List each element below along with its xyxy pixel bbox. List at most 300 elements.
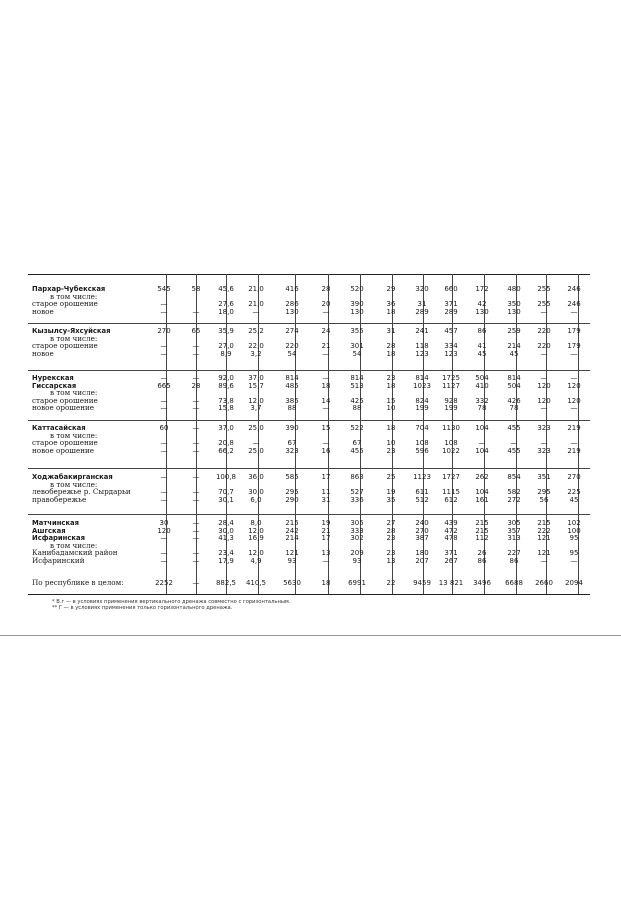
table-cell: 35,9 — [218, 327, 234, 335]
table-cell: 385 — [285, 396, 299, 405]
table-cell: 65 — [191, 327, 201, 335]
table-cell: 37,0 — [248, 374, 264, 382]
subtotal-caption: в том числе: — [50, 388, 98, 398]
table-cell: 24 — [321, 327, 331, 335]
table-cell: 19 — [386, 488, 396, 497]
table-cell: 295 — [537, 488, 551, 497]
table-cell: — — [322, 307, 330, 316]
table-cell: — — [510, 439, 518, 448]
table-cell: 20,8 — [218, 439, 234, 448]
total-cell: 3496 — [473, 579, 491, 587]
table-cell: 814 — [507, 374, 521, 382]
region-label: Кызылсу-Яхсуйская — [32, 327, 111, 335]
table-cell: 289 — [444, 307, 458, 316]
table-cell: 390 — [350, 300, 364, 309]
table-cell: 121 — [537, 534, 551, 543]
table-cell: — — [252, 439, 260, 448]
table-cell: 41 — [477, 342, 487, 351]
table-cell: — — [540, 349, 548, 358]
table-cell: 1127 — [442, 381, 460, 390]
table-cell: 660 — [444, 285, 458, 293]
table-cell: 30,1 — [218, 495, 234, 504]
table-cell: 28 — [191, 381, 201, 390]
table-cell: 18 — [386, 381, 396, 390]
table-cell: 56 — [539, 495, 549, 504]
table-cell: 814 — [285, 374, 299, 382]
table-cell: 814 — [350, 374, 364, 382]
total-cell: 882,5 — [215, 579, 237, 587]
table-cell: 130 — [285, 307, 299, 316]
table-cell: 665 — [157, 381, 171, 390]
total-cell: 2660 — [535, 579, 553, 587]
table-cell: — — [540, 439, 548, 448]
table-cell: 207 — [415, 556, 429, 565]
table-cell: 246 — [567, 300, 581, 309]
table-cell: 1725 — [442, 374, 460, 382]
table-cell: 104 — [475, 424, 489, 432]
table-cell: 88 — [287, 404, 297, 413]
table-row — [28, 405, 590, 413]
table-cell: 612 — [444, 495, 458, 504]
table-cell: — — [192, 396, 200, 405]
footnotes — [52, 599, 291, 612]
table-cell: 27,0 — [218, 342, 234, 351]
table-cell: 120 — [567, 396, 581, 405]
table-cell: 1023 — [413, 381, 431, 390]
table-cell: 220 — [285, 342, 299, 351]
table-cell: — — [160, 488, 168, 497]
table-cell: 220 — [537, 342, 551, 351]
table-cell: — — [192, 534, 200, 543]
table-cell: 92,0 — [218, 374, 234, 382]
table-cell: — — [160, 404, 168, 413]
table-cell: 267 — [444, 556, 458, 565]
table-cell: 472 — [444, 526, 458, 535]
table-cell: 41,3 — [218, 534, 234, 543]
table-cell: — — [192, 488, 200, 497]
table-cell: 31 — [417, 300, 427, 309]
total-label: По республике в целом: — [32, 578, 124, 587]
table-cell: — — [192, 473, 200, 481]
table-cell: 410 — [475, 381, 489, 390]
table-cell: 23 — [386, 549, 396, 558]
table-cell: 108 — [444, 439, 458, 448]
row-label: новое — [32, 348, 54, 358]
table-cell: 120 — [157, 526, 171, 535]
table-cell: — — [570, 439, 578, 448]
table-cell: 596 — [415, 446, 429, 455]
table-cell: 86 — [477, 556, 487, 565]
table-cell: 28 — [386, 526, 396, 535]
table-cell: 323 — [285, 446, 299, 455]
table-cell: 70,7 — [218, 488, 234, 497]
table-cell: — — [540, 404, 548, 413]
table-cell: 215 — [537, 519, 551, 527]
table-cell: 130 — [350, 307, 364, 316]
table-cell: 102 — [567, 519, 581, 527]
table-cell: 854 — [507, 473, 521, 481]
table-cell: 67 — [352, 439, 362, 448]
table-total-row — [28, 580, 590, 590]
subtotal-caption: в том числе: — [50, 540, 98, 550]
table-bottom-rule — [28, 594, 590, 595]
table-cell: 704 — [415, 424, 429, 432]
table-cell: 15,8 — [218, 404, 234, 413]
table-cell: 350 — [507, 300, 521, 309]
table-cell: 255 — [537, 285, 551, 293]
table-cell: 270 — [157, 327, 171, 335]
table-cell: 270 — [567, 473, 581, 481]
table-cell: 22,0 — [248, 342, 264, 351]
footnote-2: ** Г — в условиях применения только горизонтального дренажа. — [52, 605, 233, 612]
table-cell: 332 — [475, 396, 489, 405]
table-cell: 12,0 — [248, 526, 264, 535]
table-row — [28, 328, 590, 336]
table-cell: — — [160, 446, 168, 455]
total-cell: 5630 — [283, 579, 301, 587]
table-cell: 23,4 — [218, 549, 234, 558]
table-cell: — — [192, 519, 200, 527]
table-cell: 23 — [386, 534, 396, 543]
table-cell: — — [570, 307, 578, 316]
table-cell: 54 — [287, 349, 297, 358]
table-cell: 95 — [569, 534, 579, 543]
row-label: новое орошение — [32, 445, 95, 455]
table-cell: 425 — [350, 396, 364, 405]
table-cell: 824 — [415, 396, 429, 405]
table-cell: 246 — [567, 285, 581, 293]
table-cell: 227 — [507, 549, 521, 558]
table-cell: 286 — [285, 300, 299, 309]
table-cell: 121 — [537, 549, 551, 558]
table-cell: 30 — [159, 519, 169, 527]
table-cell: 336 — [350, 495, 364, 504]
table-cell: 272 — [507, 495, 521, 504]
table-cell: 123 — [415, 349, 429, 358]
table-cell: 8,0 — [250, 519, 262, 527]
table-cell: 199 — [444, 404, 458, 413]
table-cell: 416 — [285, 285, 299, 293]
total-cell: 18 — [321, 579, 331, 587]
row-label: старое орошение — [32, 341, 98, 351]
table-cell: 12,0 — [248, 396, 264, 405]
table-cell: — — [192, 556, 200, 565]
table-cell: 357 — [507, 526, 521, 535]
table-cell: 295 — [285, 488, 299, 497]
table-cell: 45,6 — [218, 285, 234, 293]
table-cell: — — [160, 549, 168, 558]
table-cell: 215 — [475, 526, 489, 535]
table-cell: 28 — [386, 342, 396, 351]
table-cell: 1022 — [442, 446, 460, 455]
row-label: новое орошение — [32, 403, 95, 413]
table-cell: — — [570, 404, 578, 413]
table-cell: — — [160, 342, 168, 351]
table-cell: 66,2 — [218, 446, 234, 455]
table-cell: 219 — [567, 446, 581, 455]
table-cell: 8,9 — [220, 349, 232, 358]
row-label: новое — [32, 306, 54, 316]
table-cell: 478 — [444, 534, 458, 543]
total-cell: 13 821 — [438, 579, 464, 587]
table-cell: — — [192, 495, 200, 504]
table-cell: 214 — [285, 534, 299, 543]
table-cell: — — [322, 439, 330, 448]
table-cell: 112 — [475, 534, 489, 543]
region-label: Гиссарская — [32, 381, 77, 390]
table-cell: — — [160, 349, 168, 358]
table-cell: 100,8 — [215, 473, 237, 481]
table-cell: 100 — [567, 526, 581, 535]
block-separator — [28, 514, 590, 515]
table-cell: 67 — [287, 439, 297, 448]
table-cell: 520 — [350, 285, 364, 293]
table-cell: 15 — [386, 396, 396, 405]
table-cell: 504 — [475, 374, 489, 382]
row-label: левобережье р. Сырдарьи — [32, 487, 131, 497]
table-cell: 545 — [157, 285, 171, 293]
table-cell: 334 — [444, 342, 458, 351]
table-cell: 527 — [350, 488, 364, 497]
table-cell: 355 — [350, 327, 364, 335]
table-cell: 120 — [567, 381, 581, 390]
table-cell: 215 — [475, 519, 489, 527]
table-cell: — — [252, 307, 260, 316]
table-cell: — — [160, 556, 168, 565]
table-cell: 36,0 — [248, 473, 264, 481]
table-cell: — — [160, 374, 168, 382]
table-cell: 130 — [507, 307, 521, 316]
table-cell: — — [192, 349, 200, 358]
table-cell: 25,2 — [248, 327, 264, 335]
table-cell: 13 — [386, 556, 396, 565]
table-cell: 27,6 — [218, 300, 234, 309]
table-cell: 18 — [321, 381, 331, 390]
table-cell: 21,0 — [248, 300, 264, 309]
table-cell: 333 — [350, 526, 364, 535]
table-cell: 215 — [285, 519, 299, 527]
table-cell: 179 — [567, 327, 581, 335]
table-cell: 93 — [287, 556, 297, 565]
table-cell: 25 — [386, 473, 396, 481]
table-cell: 504 — [507, 381, 521, 390]
region-label: Каттасайская — [32, 424, 86, 432]
table-cell: 120 — [537, 381, 551, 390]
table-cell: 274 — [285, 327, 299, 335]
page-divider — [0, 635, 621, 636]
table-cell: 17,9 — [218, 556, 234, 565]
table-cell: 351 — [537, 473, 551, 481]
region-label: Ходжабакирганская — [32, 473, 113, 481]
table-cell: — — [322, 349, 330, 358]
subtotal-caption: в том числе: — [50, 333, 98, 343]
table-cell: 3,7 — [250, 404, 262, 413]
table-cell: 387 — [415, 534, 429, 543]
table-cell: 611 — [415, 488, 429, 497]
row-label: старое орошение — [32, 438, 98, 448]
table-cell: — — [160, 300, 168, 309]
table-cell: 28,4 — [218, 519, 234, 527]
table-cell: 78 — [477, 404, 487, 413]
table-cell: 121 — [285, 549, 299, 558]
table-cell: 25,0 — [248, 446, 264, 455]
table-cell: 123 — [444, 349, 458, 358]
table-cell: — — [192, 374, 200, 382]
table-row — [28, 474, 590, 482]
table-cell: — — [160, 495, 168, 504]
table-cell: 23 — [386, 374, 396, 382]
row-label: правобережье — [32, 494, 87, 504]
table-row — [28, 494, 590, 505]
table-cell: 86 — [509, 556, 519, 565]
total-cell: 410,5 — [245, 579, 267, 587]
table-cell: 1115 — [442, 488, 460, 497]
table-cell: 23 — [386, 446, 396, 455]
table-cell: 73,8 — [218, 396, 234, 405]
region-label: Матчинская — [32, 519, 80, 527]
table-cell: 17 — [321, 534, 331, 543]
region-label: Исфаринская — [32, 534, 85, 543]
table-cell: 371 — [444, 300, 458, 309]
block-separator — [28, 468, 590, 469]
table-cell: 241 — [415, 327, 429, 335]
table-block — [28, 328, 590, 358]
table-cell: 390 — [285, 424, 299, 432]
total-cell: 2094 — [565, 579, 583, 587]
table-cell: 512 — [415, 495, 429, 504]
table-cell: — — [192, 549, 200, 558]
table-cell: 305 — [350, 519, 364, 527]
table-cell: 302 — [350, 534, 364, 543]
table-cell: — — [192, 342, 200, 351]
table-cell: 104 — [475, 446, 489, 455]
row-label: Исфаринский — [32, 555, 85, 565]
subtotal-caption: в том числе: — [50, 291, 98, 301]
table-cell: 60 — [159, 424, 169, 432]
table-row — [28, 445, 590, 456]
table-cell: 582 — [507, 488, 521, 497]
table-cell: — — [570, 349, 578, 358]
table-cell: — — [192, 526, 200, 535]
block-separator — [28, 420, 590, 421]
table-cell: 1123 — [413, 473, 431, 481]
table-cell: 16,9 — [248, 534, 264, 543]
table-cell: 863 — [350, 473, 364, 481]
table-cell: 180 — [415, 549, 429, 558]
table-cell: 199 — [415, 404, 429, 413]
table-cell: 313 — [507, 534, 521, 543]
table-cell: 259 — [507, 327, 521, 335]
table-cell: 45 — [477, 349, 487, 358]
table-cell: 10 — [386, 439, 396, 448]
row-label: старое орошение — [32, 299, 98, 309]
table-cell: 371 — [444, 549, 458, 558]
table-cell: 301 — [350, 342, 364, 351]
table-cell: 29 — [386, 285, 396, 293]
table-cell: 16 — [321, 446, 331, 455]
table-cell: 18 — [386, 307, 396, 316]
table-row — [28, 535, 590, 543]
table-cell: — — [570, 374, 578, 382]
total-cell: 2252 — [155, 579, 173, 587]
table-block — [28, 375, 590, 413]
table-cell: 480 — [507, 285, 521, 293]
table-cell: 219 — [567, 424, 581, 432]
table-cell: 25,0 — [248, 424, 264, 432]
table-cell: 457 — [444, 327, 458, 335]
table-row — [28, 286, 590, 294]
table-cell: — — [160, 396, 168, 405]
block-separator — [28, 370, 590, 371]
row-label: старое орошение — [32, 395, 98, 405]
row-label: Канибадамский район — [32, 548, 118, 558]
table-cell: 108 — [415, 439, 429, 448]
table-row — [28, 348, 590, 359]
table-cell: 95 — [569, 549, 579, 558]
table-cell: 42 — [477, 300, 487, 309]
table-cell: — — [540, 374, 548, 382]
table-cell: 78 — [509, 404, 519, 413]
table-row — [28, 425, 590, 433]
table-cell: 13 — [321, 549, 331, 558]
block-separator — [28, 323, 590, 324]
table-row — [28, 555, 590, 566]
table-cell: 120 — [537, 396, 551, 405]
table-cell: 290 — [285, 495, 299, 504]
table-cell: 89,6 — [218, 381, 234, 390]
table-cell: 18 — [386, 349, 396, 358]
table-cell: 88 — [352, 404, 362, 413]
table-cell: 18,0 — [218, 307, 234, 316]
table-cell: — — [160, 439, 168, 448]
table-cell: 240 — [415, 519, 429, 527]
table-cell: 225 — [567, 488, 581, 497]
table-cell: 14 — [321, 396, 331, 405]
table-cell: 31 — [321, 495, 331, 504]
table-cell: — — [192, 446, 200, 455]
table-cell: 86 — [477, 327, 487, 335]
table-cell: 130 — [475, 307, 489, 316]
table-cell: 45 — [569, 495, 579, 504]
table-cell: 522 — [350, 424, 364, 432]
table-cell: 455 — [507, 446, 521, 455]
table-cell: 10 — [386, 404, 396, 413]
table-cell: 222 — [537, 526, 551, 535]
table-cell: 439 — [444, 519, 458, 527]
region-label: Ашгская — [32, 526, 66, 535]
table-cell: 12,0 — [248, 549, 264, 558]
table-block — [28, 425, 590, 455]
table-cell: 18 — [386, 424, 396, 432]
table-cell: 58 — [191, 285, 201, 293]
table-cell: 28 — [321, 285, 331, 293]
table-cell: 289 — [415, 307, 429, 316]
table-cell: 179 — [567, 342, 581, 351]
table-cell: 31 — [386, 327, 396, 335]
table-cell: — — [192, 404, 200, 413]
table-cell: 30,0 — [248, 488, 264, 497]
table-cell: 19 — [321, 519, 331, 527]
table-row — [28, 306, 590, 317]
table-cell: 220 — [537, 327, 551, 335]
table-cell: 1130 — [442, 424, 460, 432]
table-cell: 305 — [507, 519, 521, 527]
table-cell: 20 — [321, 300, 331, 309]
table-cell: 21 — [321, 526, 331, 535]
table-cell: 270 — [415, 526, 429, 535]
footnote-1: * В.г — в условиях применения вертикального дренажа совместно с горизонтальным. — [52, 599, 291, 605]
table-row — [28, 383, 590, 391]
